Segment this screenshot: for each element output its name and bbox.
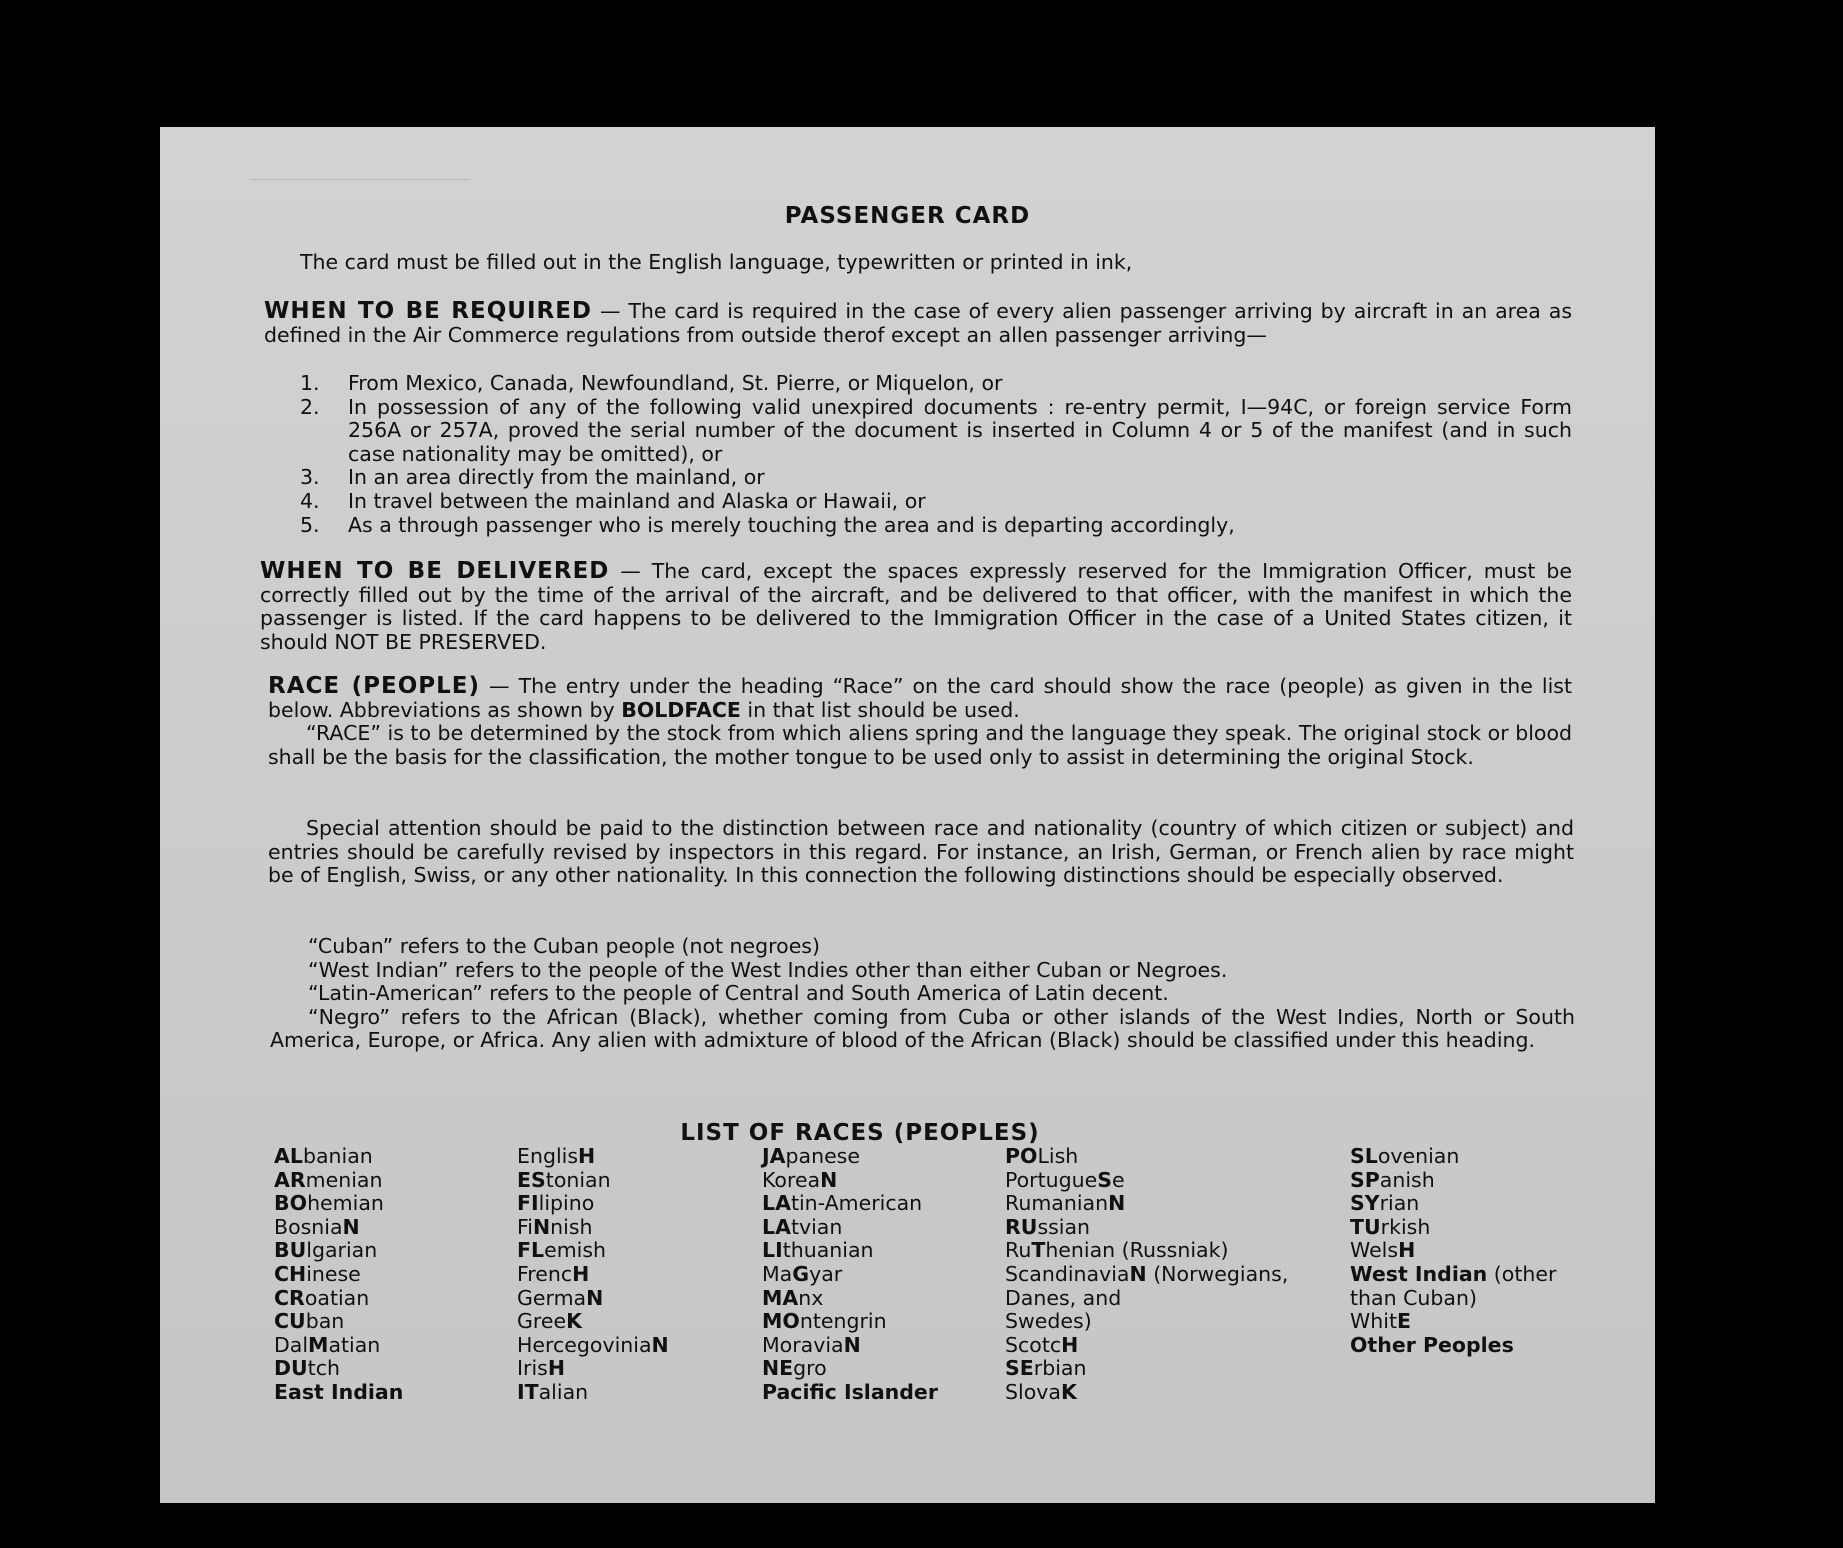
race-entry: BOhemian [274, 1191, 384, 1216]
race-entry: LAtin-American [762, 1191, 923, 1216]
section-text-required: — The card is required in the case of every alien passenger arriving by aircraft in an area as defined in the Air Commerce regulations from outside therof except an allen passenger arriving— [264, 299, 1572, 347]
race-entry: GreeK [517, 1309, 582, 1334]
race-entry: ScotcH [1005, 1332, 1079, 1357]
races-column [1350, 1145, 1556, 1357]
race-entry: POLish [1005, 1144, 1079, 1168]
distinction-item: “Negro” refers to the African (Black), whether coming from Cuba or other islands of the West Indies, North or South America, Europe, or Africa. Any alien with admixture of blood of the African (Black) should be classified under this heading. [270, 1004, 1575, 1053]
list-item: 4. In travel between the mainland and Alaska or Hawaii, or [300, 488, 926, 513]
race-entry: Other Peoples [1350, 1332, 1514, 1357]
race-entry: EStonian [517, 1167, 611, 1192]
race-entry: ScandinaviaN (Norwegians, [1005, 1261, 1289, 1286]
section-when-required [264, 300, 1572, 347]
race-entry: FIlipino [517, 1191, 595, 1216]
race-entry: SErbian [1005, 1356, 1087, 1381]
section-heading-required: WHEN TO BE REQUIRED [264, 298, 593, 324]
race-entry: LIthuanian [762, 1238, 874, 1263]
section-text-delivered: — The card, except the spaces expressly reserved for the Immigration Officer, must be correctly filled out by the time of the arrival of the aircraft, and be delivered to that officer, with the manifest in which the passenger is listed. If the card happens to be delivered to the Immigration Officer in the case of a United States citizen, it should NOT BE PRESERVED. [260, 559, 1572, 654]
race-entry: NEgro [762, 1356, 827, 1381]
race-entry: KoreaN [762, 1167, 838, 1192]
race-entry: FiNnish [517, 1214, 593, 1239]
race-entry: TUrkish [1350, 1214, 1431, 1239]
race-entry: EnglisH [517, 1144, 596, 1168]
section-race: RACE (PEOPLE) — The entry under the heading “Race” on the card should show the race (people) as given in the list below. Abbreviations as shown by BOLDFACE in that list should be used. [268, 673, 1572, 722]
race-entry: FrencH [517, 1261, 590, 1286]
distinction-item: “West Indian” refers to the people of the West Indies other than either Cuban or Negroes. [308, 957, 1228, 982]
race-entry: RUssian [1005, 1214, 1091, 1239]
race-entry: CRoatian [274, 1285, 370, 1310]
race-entry: East Indian [274, 1379, 404, 1404]
distinction-item: “Latin-American” refers to the people of Central and South America of Latin decent. [308, 981, 1169, 1006]
races-column [1005, 1145, 1288, 1405]
race-entry: PortugueSe [1005, 1167, 1125, 1192]
exceptions-list [300, 372, 1572, 537]
race-entry: MAnx [762, 1285, 824, 1310]
race-entry: JApanese [762, 1144, 860, 1168]
boldface-word: BOLDFACE [621, 697, 741, 722]
race-entry: LAtvian [762, 1214, 843, 1239]
race-entry: DalMatian [274, 1332, 381, 1357]
race-entry: Pacific Islander [762, 1379, 938, 1404]
distinctions-list [270, 935, 1575, 1053]
race-entry: GermaN [517, 1285, 604, 1310]
race-entry: ALbanian [274, 1144, 373, 1168]
race-entry: SPanish [1350, 1167, 1435, 1192]
race-entry: ITalian [517, 1379, 589, 1404]
list-item: 2. In possession of any of the following valid unexpired documents : re-entry permit, I—94C, or foreign service Form 256A or 257A, proved the serial number of the document is inserted in Column 4 or 5 of the manifest (and in such case nationality may be omitted), or [300, 394, 1572, 466]
race-entry: DUtch [274, 1356, 340, 1381]
intro-text: The card must be filled out in the English language, typewritten or printed in ink, [300, 250, 1133, 274]
races-column [762, 1145, 938, 1405]
race-entry: West Indian (other [1350, 1261, 1557, 1286]
race-entry: SLovenian [1350, 1144, 1460, 1168]
race-entry: MaGyar [762, 1261, 843, 1286]
race-entry: Swedes) [1005, 1309, 1092, 1334]
race-entry: FLemish [517, 1238, 607, 1263]
list-of-races-title: LIST OF RACES (PEOPLES) [680, 1120, 1040, 1146]
race-entry: than Cuban) [1350, 1285, 1477, 1310]
race-entry: ARmenian [274, 1167, 383, 1192]
list-item: 5. As a through passenger who is merely touching the area and is departing accordingly, [300, 512, 1235, 537]
races-column [274, 1145, 403, 1405]
race-entry: CHinese [274, 1261, 361, 1286]
distinction-item: “Cuban” refers to the Cuban people (not negroes) [308, 934, 820, 958]
race-entry: HercegoviniaN [517, 1332, 669, 1357]
race-entry: WelsH [1350, 1238, 1416, 1263]
race-entry: BosniaN [274, 1214, 360, 1239]
race-entry: WhitE [1350, 1309, 1412, 1334]
race-entry: MoraviaN [762, 1332, 861, 1357]
race-entry: IrisH [517, 1356, 566, 1381]
race-entry: MOntengrin [762, 1309, 887, 1334]
race-entry: SYrian [1350, 1191, 1420, 1216]
section-heading-delivered: WHEN TO BE DELIVERED [260, 558, 610, 584]
race-entry: RumanianN [1005, 1191, 1126, 1216]
race-entry: BUlgarian [274, 1238, 378, 1263]
races-column [517, 1145, 669, 1405]
race-entry: RuThenian (Russniak) [1005, 1238, 1229, 1263]
race-entry: SlovaK [1005, 1379, 1077, 1404]
passenger-card-document [160, 127, 1655, 1503]
race-entry: Danes, and [1005, 1285, 1122, 1310]
race-entry: CUban [274, 1309, 345, 1334]
list-item: 1. From Mexico, Canada, Newfoundland, St. Pierre, or Miquelon, or [300, 371, 1003, 395]
race-definition-text: “RACE” is to be determined by the stock from which aliens spring and the language they speak. The original stock or blood shall be the basis for the classification, the mother tongue to be used only to assist in determining the original Stock. [268, 721, 1572, 769]
section-when-delivered [260, 560, 1572, 654]
page-title: PASSENGER CARD [784, 203, 1031, 229]
special-attention-text: Special attention should be paid to the distinction between race and nationality (country of which citizen or subject) and entries should be carefully revised by inspectors in this regard. For instance, an Irish, German, or French alien by race might be of English, Swiss, or any other nationality. In this connection the following distinctions should be especially observed. [268, 816, 1574, 888]
section-heading-race: RACE (PEOPLE) [268, 673, 480, 699]
list-item: 3. In an area directly from the mainland, or [300, 465, 765, 490]
